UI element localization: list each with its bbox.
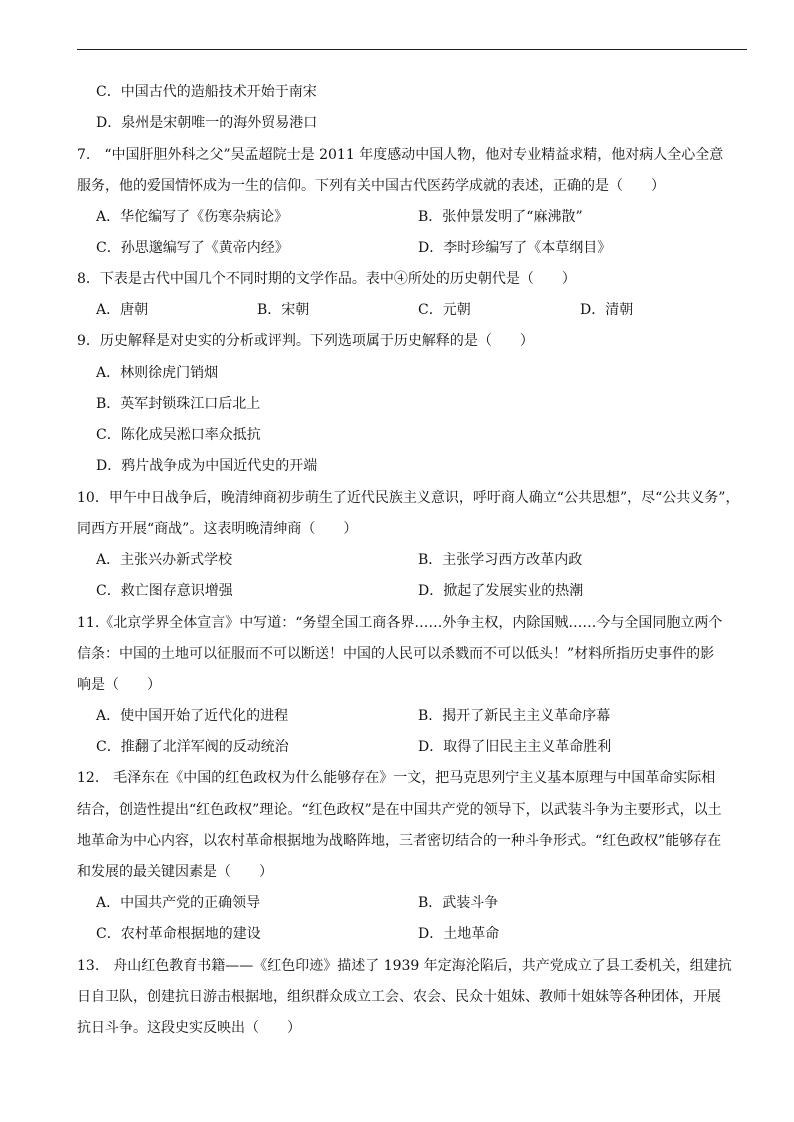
q7-option-d[interactable]: D．李时珍编写了《本草纲目》 xyxy=(418,240,612,256)
question-13-stem: 13. 舟山红色教育书籍——《红色印迹》描述了 1939 年定海沦陷后，共产党成立了县工委机关，组建抗 xyxy=(77,958,732,974)
q12-option-d[interactable]: D．土地革命 xyxy=(418,926,500,942)
question-10-stem: 10．甲午中日战争后，晚清绅商初步萌生了近代民族主义意识，呼吁商人确立“公共思想”，尽“公共义务”， xyxy=(77,490,740,506)
q9-option-c[interactable]: C．陈化成吴淞口率众抵抗 xyxy=(96,427,261,443)
q10-option-d[interactable]: D．掀起了发展实业的热潮 xyxy=(418,583,584,599)
question-11-stem-end: 响是（ ） xyxy=(77,677,161,693)
q11-option-a[interactable]: A．使中国开始了近代化的进程 xyxy=(96,708,289,724)
q11-option-b[interactable]: B．揭开了新民主主义革命序幕 xyxy=(418,708,611,724)
q10-option-c[interactable]: C．救亡图存意识增强 xyxy=(96,583,233,599)
question-10-stem-cont: 同西方开展“商战”。这表明晚清绅商（ ） xyxy=(77,521,358,537)
q8-option-b[interactable]: B．宋朝 xyxy=(257,302,310,318)
q7-option-b[interactable]: B．张仲景发明了“麻沸散” xyxy=(418,209,583,225)
q7-option-a[interactable]: A．华佗编写了《伤寒杂病论》 xyxy=(96,209,289,225)
q8-option-d[interactable]: D．清朝 xyxy=(580,302,634,318)
question-12-stem-end: 和发展的最关键因素是（ ） xyxy=(77,864,273,880)
q12-option-c[interactable]: C．农村革命根据地的建设 xyxy=(96,926,261,942)
q12-option-b[interactable]: B．武装斗争 xyxy=(418,895,499,911)
q7-option-c[interactable]: C．孙思邈编写了《黄帝内经》 xyxy=(96,240,289,256)
question-12-stem-cont: 结合，创造性提出“红色政权”理论。“红色政权”是在中国共产党的领导下，以武装斗争为主要形式，以土 xyxy=(77,802,722,818)
question-11-stem: 11.《北京学界全体宣言》中写道：“务望全国工商各界……外争主权，内除国贼……今与全国同胞立两个 xyxy=(77,615,723,631)
q9-option-a[interactable]: A．林则徐虎门销烟 xyxy=(96,365,219,381)
question-12-stem: 12. 毛泽东在《中国的红色政权为什么能够存在》一文，把马克思列宁主义基本原理与中国革命实际相 xyxy=(77,770,716,786)
question-13-stem-end: 抗日斗争。这段史实反映出（ ） xyxy=(77,1020,301,1036)
q8-option-c[interactable]: C．元朝 xyxy=(418,302,471,318)
q11-option-d[interactable]: D．取得了旧民主主义革命胜利 xyxy=(418,739,612,755)
question-7-stem-cont: 服务，他的爱国情怀成为一生的信仰。下列有关中国古代医药学成就的表述，正确的是（ ） xyxy=(77,178,665,194)
q11-option-c[interactable]: C．推翻了北洋军阀的反动统治 xyxy=(96,739,289,755)
q10-option-a[interactable]: A．主张兴办新式学校 xyxy=(96,552,233,568)
question-9-stem: 9．历史解释是对史实的分析或评判。下列选项属于历史解释的是（ ） xyxy=(77,333,534,349)
question-12-stem-cont2: 地革命为中心内容，以农村革命根据地为战略阵地，三者密切结合的一种斗争形式。“红色政权”能够存在 xyxy=(77,833,722,849)
question-7-stem: 7. “中国肝胆外科之父”吴孟超院士是 2011 年度感动中国人物，他对专业精益求精，他对病人全心全意 xyxy=(77,147,724,163)
header-rule xyxy=(77,49,747,50)
option-d[interactable]: D．泉州是宋朝唯一的海外贸易港口 xyxy=(96,115,318,131)
question-8-stem: 8．下表是古代中国几个不同时期的文学作品。表中④所处的历史朝代是（ ） xyxy=(77,271,576,287)
q10-option-b[interactable]: B．主张学习西方改革内政 xyxy=(418,552,583,568)
question-13-stem-cont: 日自卫队，创建抗日游击根据地，组织群众成立工会、农会、民众十姐妹、教师十姐妹等各种团体，开展 xyxy=(77,989,721,1005)
question-11-stem-cont: 信条：中国的土地可以征服而不可以断送！中国的人民可以杀戮而不可以低头！”材料所指历史事件的影 xyxy=(77,646,715,662)
q8-option-a[interactable]: A．唐朝 xyxy=(96,302,149,318)
option-c[interactable]: C．中国古代的造船技术开始于南宋 xyxy=(96,84,317,100)
q9-option-b[interactable]: B．英军封锁珠江口后北上 xyxy=(96,396,261,412)
q9-option-d[interactable]: D．鸦片战争成为中国近代史的开端 xyxy=(96,458,318,474)
q12-option-a[interactable]: A．中国共产党的正确领导 xyxy=(96,895,261,911)
